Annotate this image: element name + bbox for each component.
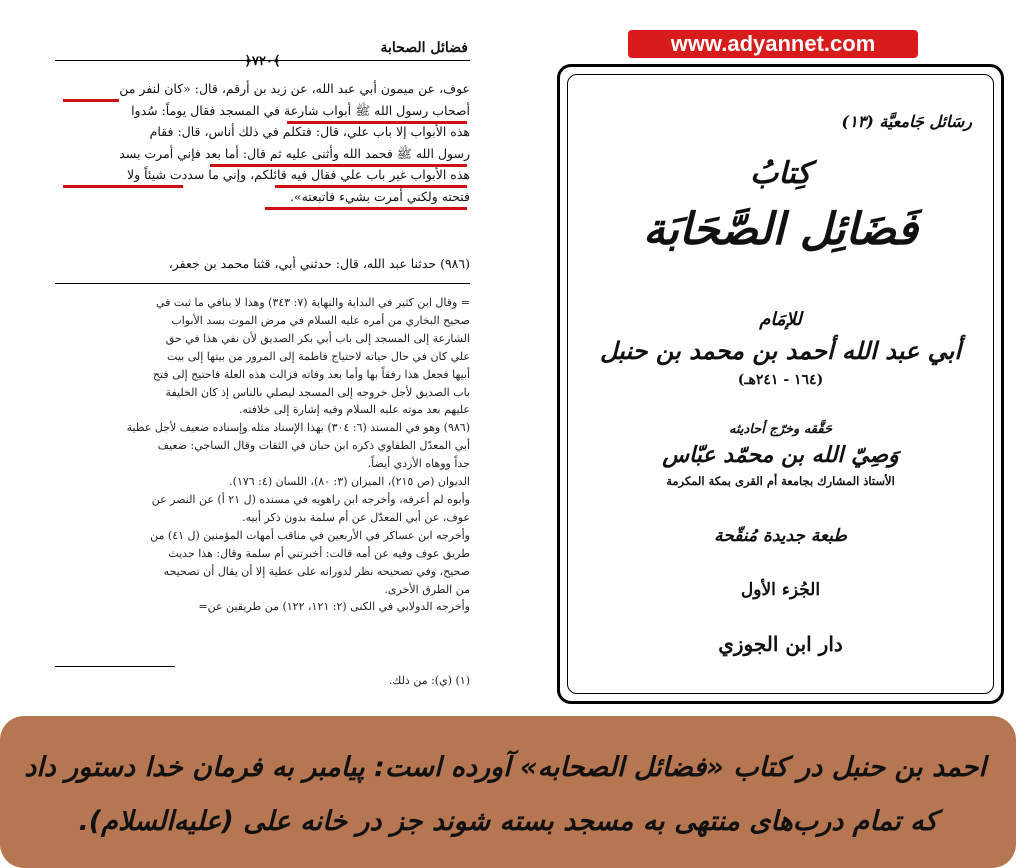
page-number: ﴾٧٢٠﴿ bbox=[244, 54, 281, 69]
commentary-line: صحيح، وفي تصحيحه نظر لدورانه على عطية إلا أن يقال أن تصحيحه bbox=[163, 564, 470, 578]
series-label: رسَائل جَامعيَّة (١٣) bbox=[841, 112, 972, 131]
book-page-scan bbox=[55, 30, 470, 700]
author-name: أبي عبد الله أحمد بن محمد بن حنبل bbox=[600, 336, 961, 365]
commentary-line: وأبوه لم أعرفه، وأخرجه ابن راهويه في مسنده (ل ٢١ أ) عن النضر عن bbox=[151, 492, 470, 506]
caption-line: احمد بن حنبل در کتاب «فضائل الصحابه» آورده است: پیامبر به فرمان خدا دستور داد bbox=[24, 752, 986, 783]
highlight-underline bbox=[265, 207, 467, 210]
running-title: فضائل الصحابة bbox=[380, 40, 468, 56]
commentary-line: طريق عوف وفيه عن أمه قالت: أخبرتني أم سلمة وقال: هذا حديث bbox=[168, 546, 470, 560]
commentary-line: وأخرجه ابن عساكر في الأربعين في مناقب أمهات المؤمنين (ل ٤١) من bbox=[150, 528, 470, 542]
main-text-line: فتحته ولكني أمرت بشيء فاتبعته». bbox=[289, 188, 470, 204]
commentary-line: باب الصديق لأجل خروجه إلى المسجد ليصلي بالناس إذ كان الخليفة bbox=[165, 385, 470, 399]
commentary-line: أبي المعدّل الطفاوي ذكره ابن حبان في الثقات وقال الساجي: ضعيف bbox=[157, 439, 470, 453]
highlight-underline bbox=[275, 185, 467, 188]
highlight-underline bbox=[63, 99, 119, 102]
edition-label: طبعة جديدة مُنقّحة bbox=[714, 526, 847, 546]
highlight-underline bbox=[287, 121, 467, 124]
footnote-rule bbox=[55, 283, 470, 284]
publisher-name: دار ابن الجوزي bbox=[718, 632, 843, 656]
editor-name: وَصِيّ الله بن محمّد عبّاس bbox=[662, 442, 899, 468]
commentary-line: صحيح البخاري من أمره عليه السلام في مرض الموت بسد الأبواب bbox=[171, 313, 470, 327]
commentary-line: عليهم بعد موته عليه السلام وفيه إشارة إلى خلافته. bbox=[239, 403, 470, 417]
caption-box bbox=[0, 716, 1016, 868]
commentary-line: وأخرجه الدولابي في الكنى (٢: ١٢١، ١٢٢) من طريقين عن= bbox=[198, 600, 470, 614]
footnote: (١) (ي): من ذلك. bbox=[388, 674, 470, 687]
main-text-line: رسول الله ﷺ فحمد الله وأثنى عليه ثم قال: أما بعد فإني أمرت بسد bbox=[119, 145, 470, 161]
caption-line: که تمام درب‌های منتهی به مسجد بسته شوند جز در خانه علی (علیه‌السلام). bbox=[78, 806, 938, 837]
main-text-line: عوف، عن ميمون أبي عبد الله، عن زيد بن أرقم، قال: «كان لنفر من bbox=[119, 81, 470, 96]
imam-label: للإمَام bbox=[759, 309, 802, 330]
commentary-line: من الطرق الأخرى. bbox=[384, 582, 470, 596]
editor-label: حَقَّقه وخرّج أحاديثه bbox=[729, 422, 832, 437]
highlight-underline bbox=[210, 164, 467, 167]
hadith-986-chain: (٩٨٦) حدثنا عبد الله، قال: حدثني أبي، قثنا محمد بن جعفر، bbox=[168, 256, 470, 271]
footnote-divider bbox=[55, 666, 175, 667]
hadith-main-text bbox=[55, 78, 470, 208]
commentary-line: عوف، عن أبي المعدّل عن أم سلمة بدون ذكر أبيه. bbox=[242, 510, 470, 524]
commentary-line: أبيها فجعل هذا رفقاً بها وأما بعد وفاته فزالت هذه العلة فاحتيج إلى فتح bbox=[152, 367, 470, 381]
highlight-underline bbox=[63, 185, 183, 188]
main-text-line: هذه الأبواب غير باب علي فقال فيه قائلكم، وإني ما سددت شيئاً ولا bbox=[126, 167, 470, 183]
commentary-line: (٩٨٦) وهو في المسند (٦: ٣٠٤) بهذا الإسناد مثله وإسناده ضعيف لأجل عطية bbox=[126, 421, 470, 435]
commentary-text bbox=[55, 294, 470, 616]
commentary-line: جداً ووهاه الأزدي أيضاً. bbox=[367, 457, 470, 471]
commentary-line: الديوان (ص ٢١٥)، الميزان (٣: ٨٠)، اللسان (٤: ١٧٦). bbox=[229, 475, 470, 489]
book-cover bbox=[557, 64, 1004, 704]
page-number-value: ٧٢٠ bbox=[252, 54, 273, 69]
commentary-line: علي كان في حال حياته لاحتياج فاطمة إلى المرور من بيتها إلى بيت bbox=[167, 349, 470, 363]
site-url-banner[interactable]: www.adyannet.com bbox=[628, 30, 918, 58]
book-word: كِتابُ bbox=[750, 156, 811, 191]
commentary-line: = وقال ابن كثير في البداية والنهاية (٧: ٣٤٣) وهذا لا ينافي ما ثبت في bbox=[155, 296, 470, 309]
commentary-line: الشارعة إلى المسجد إلى باب أبي بكر الصديق لأن نفي هذا في حق bbox=[165, 331, 470, 345]
author-dates: (١٦٤ - ٢٤١هـ) bbox=[737, 372, 824, 388]
book-title: فَضَائِل الصَّحَابَة bbox=[643, 204, 918, 255]
main-text-line: أصحاب رسول الله ﷺ أبواب شارعة في المسجد فقال يوماً: سُدوا bbox=[131, 102, 470, 118]
main-text-line: هذه الأبواب إلا باب علي، قال: فتكلم في ذلك أناس، قال: فقام bbox=[149, 124, 470, 140]
editor-title: الأستاذ المشارك بجامعة أم القرى بمكة المكرمة bbox=[666, 474, 895, 488]
volume-label: الجُزء الأول bbox=[740, 580, 821, 600]
